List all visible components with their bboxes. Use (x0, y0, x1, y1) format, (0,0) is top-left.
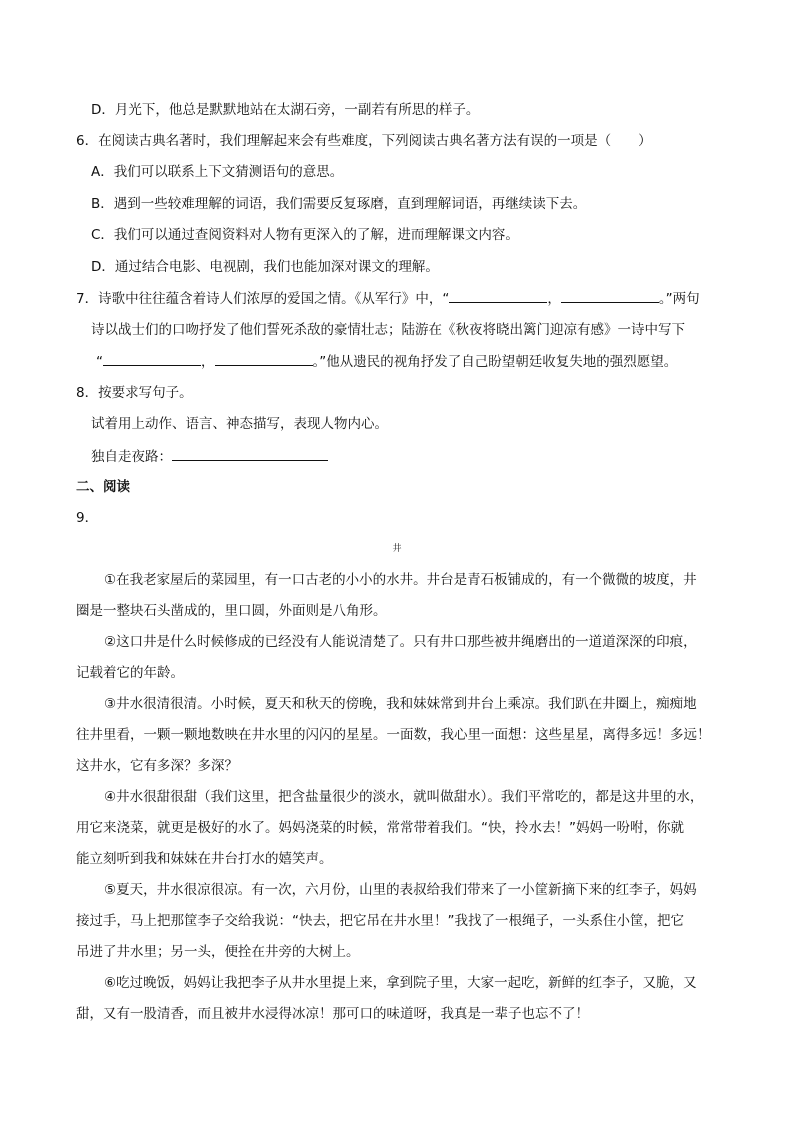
passage-paragraph-3-line-3: 这井水，它有多深？多深？ (76, 758, 238, 774)
q7-line3 (96, 351, 677, 372)
passage-paragraph-4-line-3: 能立刻听到我和妹妹在井台打水的嬉笑声。 (76, 851, 333, 867)
passage-paragraph-6-line-1: ⑥吃过晚饭，妈妈让我把李子从井水里提上来，拿到院子里，大家一起吃，新鲜的红李子，又脆，又 (104, 975, 697, 991)
passage-paragraph-2-line-1: ②这口井是什么时候修成的已经没有人能说清楚了。只有井口那些被井绳磨出的一道道深深的印痕， (104, 634, 697, 650)
passage-paragraph-1-line-1: ①在我老家屋后的菜园里，有一口古老的小小的水井。井台是青石板铺成的，有一个微微的坡度，井 (104, 572, 697, 588)
q8-stem: 8．按要求写句子。 (76, 385, 193, 401)
q7-line2: 诗以战士们的口吻抒发了他们誓死杀敌的豪情壮志；陆游在《秋夜将晓出篱门迎凉有感》一诗中写下 (91, 322, 685, 338)
q6-option-a: A．我们可以联系上下文猜测语句的意思。 (91, 164, 344, 180)
q6-option-d: D．通过结合电影、电视剧，我们也能加深对课文的理解。 (91, 259, 439, 275)
q8-instruction: 试着用上动作、语言、神态描写，表现人物内心。 (91, 416, 388, 432)
q6-option-c: C．我们可以通过查阅资料对人物有更深入的了解，进而理解课文内容。 (91, 227, 519, 243)
passage-paragraph-3-line-2: 往井里看，一颗一颗地数映在井水里的闪闪的星星。一面数，我心里一面想：这些星星，离得多远！多远！ (76, 727, 711, 743)
passage-paragraph-5-line-1: ⑤夏天，井水很凉很凉。有一次，六月份，山里的表叔给我们带来了一小筐新摘下来的红李子，妈妈 (104, 882, 697, 898)
q7-sep1: ， (547, 291, 561, 307)
q6-stem: 6．在阅读古典名著时，我们理解起来会有些难度，下列阅读古典名著方法有误的一项是（ ） (76, 133, 652, 149)
q7-blank-1[interactable] (449, 288, 547, 303)
q8-prompt-line (91, 446, 328, 467)
section-heading: 二、阅读 (76, 479, 130, 495)
passage-paragraph-4-line-1: ④井水很甜很甜（我们这里，把含盐量很少的淡水，就叫做甜水）。我们平常吃的，都是这井里的水， (104, 789, 704, 805)
q7-blank-2[interactable] (561, 288, 659, 303)
q7-sep2: ， (201, 354, 215, 370)
q7-open-quote: “ (96, 354, 103, 370)
passage-paragraph-5-line-3: 吊进了井水里；另一头，便拴在井旁的大树上。 (76, 944, 360, 960)
passage-paragraph-2-line-2: 记载着它的年龄。 (76, 665, 184, 681)
q7-part3: 。”他从遗民的视角抒发了自己盼望朝廷收复失地的强烈愿望。 (312, 354, 678, 370)
q7-blank-3[interactable] (103, 351, 201, 366)
passage-paragraph-4-line-2: 用它来浇菜，就更是极好的水了。妈妈浇菜的时候，常常带着我们。“快，拎水去！”妈妈一吩咐，你就 (76, 820, 684, 836)
q7-line1 (76, 288, 700, 309)
q5-option-d: D．月光下，他总是默默地站在太湖石旁，一副若有所思的样子。 (91, 102, 480, 118)
passage-paragraph-6-line-2: 甜，又有一股清香，而且被井水浸得冰凉！那可口的味道呀，我真是一辈子也忘不了！ (76, 1006, 589, 1022)
q7-part1: 7．诗歌中往往蕴含着诗人们浓厚的爱国之情。《从军行》中，“ (76, 291, 450, 307)
q7-blank-4[interactable] (215, 351, 313, 366)
q7-part2: 。”两句 (658, 291, 700, 307)
q6-option-b: B．遇到一些较难理解的词语，我们需要反复琢磨，直到理解词语，再继续读下去。 (91, 196, 587, 212)
passage-title: 井 (392, 544, 402, 554)
q8-answer-blank[interactable] (172, 446, 328, 461)
passage-paragraph-3-line-1: ③井水很清很清。小时候，夏天和秋天的傍晚，我和妹妹常到井台上乘凉。我们趴在井圈上，痴痴地 (104, 696, 697, 712)
q9-number: 9． (76, 510, 99, 526)
passage-paragraph-5-line-2: 接过手，马上把那筐李子交给我说：“快去，把它吊在井水里！”我找了一根绳子，一头系住小筐，把它 (76, 913, 684, 929)
passage-paragraph-1-line-2: 圈是一整块石头凿成的，里口圆，外面则是八角形。 (76, 603, 387, 619)
q8-prompt: 独自走夜路： (91, 449, 172, 465)
